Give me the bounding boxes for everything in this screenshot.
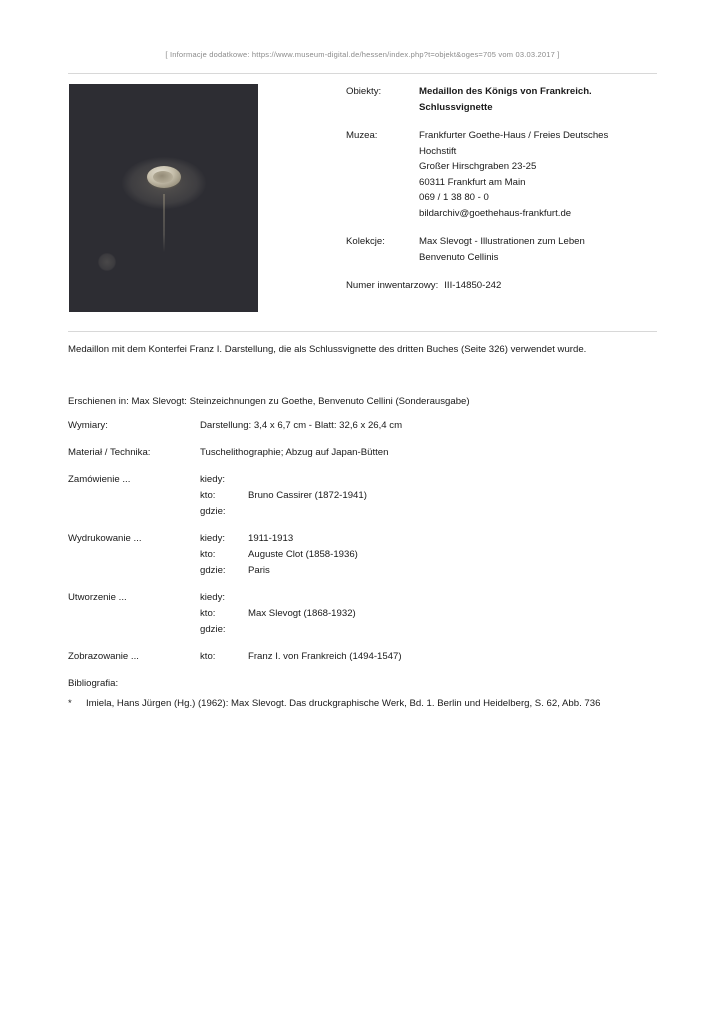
event-row-commission (68, 472, 660, 520)
event-value-where (248, 622, 660, 638)
meta-key-inventory: Numer inwentarzowy: (346, 280, 439, 291)
meta-row-collection (346, 234, 658, 265)
event-line (200, 488, 660, 504)
event-key-when: kiedy: (200, 474, 226, 485)
stem-mark (163, 194, 165, 252)
artwork-image (69, 84, 258, 312)
event-line (200, 563, 660, 579)
bibliography-entry-text: Imiela, Hans Jürgen (Hg.) (1962): Max Slevogt. Das druckgraphische Werk, Bd. 1. Berlin und Heidelberg, S. 62, Abb. 736 (86, 698, 601, 709)
bibliography-heading: Bibliografia: (68, 678, 119, 689)
event-key-who: kto: (200, 549, 216, 560)
event-key-where: gdzie: (200, 624, 226, 635)
event-key-who: kto: (200, 608, 216, 619)
meta-value-collection (419, 234, 658, 265)
divider-top (68, 73, 657, 74)
event-row-printing (68, 531, 660, 579)
event-details-commission (200, 472, 660, 520)
meta-row-museum (346, 128, 658, 221)
object-description: Medaillon mit dem Konterfei Franz I. Darstellung, die als Schlussvignette des dritten Buches (Seite 326) verwendet wurde. (68, 344, 587, 355)
fact-value-material: Tuschelithographie; Abzug auf Japan-Bütten (200, 447, 389, 458)
meta-row-inventory (346, 278, 658, 294)
fact-label-dimensions: Wymiary: (68, 420, 108, 431)
event-line (200, 547, 660, 563)
meta-value-line: Großer Hirschgraben 23-25 (419, 161, 537, 172)
event-value-when (248, 472, 660, 488)
event-key-where: gdzie: (200, 565, 226, 576)
meta-value-line: Schlussvignette (419, 101, 493, 113)
event-line (200, 472, 660, 488)
event-value-when (248, 590, 660, 606)
event-label-printing: Wydrukowanie ... (68, 533, 142, 544)
meta-value-line: Max Slevogt - Illustrationen zum Leben (419, 236, 585, 247)
event-line (200, 649, 660, 665)
blindstamp-mark (98, 253, 116, 271)
event-key-where: gdzie: (200, 506, 226, 517)
meta-value-line: 069 / 1 38 80 - 0 (419, 192, 489, 203)
meta-key-object: Obiekty: (346, 86, 382, 97)
meta-value-line: Frankfurter Goethe-Haus / Freies Deutsches (419, 130, 609, 141)
paper-sheet (76, 91, 251, 305)
event-key-who: kto: (200, 651, 216, 662)
meta-value-object (419, 84, 658, 115)
event-label-commission: Zamówienie ... (68, 474, 131, 485)
event-value-who: Max Slevogt (1868-1932) (248, 608, 356, 619)
event-details-creation (200, 590, 660, 638)
meta-row-object (346, 84, 658, 115)
event-key-when: kiedy: (200, 592, 226, 603)
meta-value-line: Benvenuto Cellinis (419, 251, 499, 263)
meta-key-museum: Muzea: (346, 130, 378, 141)
meta-value-inventory: III-14850-242 (444, 280, 502, 291)
event-value-where (248, 504, 660, 520)
divider-middle (68, 331, 657, 332)
event-row-depicted (68, 649, 660, 665)
event-details-depicted (200, 649, 660, 665)
meta-value-email: bildarchiv@goethehaus-frankfurt.de (419, 207, 572, 219)
bullet-star-icon: * (68, 698, 72, 709)
event-value-where: Paris (248, 565, 270, 576)
event-line (200, 531, 660, 547)
meta-value-line: Medaillon des Königs von Frankreich. (419, 86, 592, 97)
event-line (200, 622, 660, 638)
event-value-who: Franz I. von Frankreich (1494-1547) (248, 651, 402, 662)
object-metadata (346, 84, 658, 294)
event-label-creation: Utworzenie ... (68, 592, 127, 603)
event-value-when: 1911-1913 (248, 533, 294, 544)
published-in-note: Erschienen in: Max Slevogt: Steinzeichnungen zu Goethe, Benvenuto Cellini (Sonderausgabe) (68, 396, 470, 407)
event-line (200, 504, 660, 520)
event-value-who: Bruno Cassirer (1872-1941) (248, 490, 367, 501)
meta-value-line: Hochstift (419, 145, 457, 157)
meta-value-line: 60311 Frankfurt am Main (419, 176, 526, 188)
event-key-when: kiedy: (200, 533, 226, 544)
event-label-depicted: Zobrazowanie ... (68, 651, 139, 662)
source-note: [ Informacje dodatkowe: https://www.museum-digital.de/hessen/index.php?t=objekt&oges=705 vom 03.03.2017 ] (165, 50, 560, 59)
event-line (200, 606, 660, 622)
fact-row-dimensions (68, 418, 660, 434)
medallion-motif (147, 166, 181, 188)
event-row-creation (68, 590, 660, 638)
object-facts (68, 418, 660, 676)
fact-row-material (68, 445, 660, 461)
bibliography-section (68, 676, 688, 712)
event-details-printing (200, 531, 660, 579)
event-value-who: Auguste Clot (1858-1936) (248, 549, 358, 560)
event-line (200, 590, 660, 606)
meta-value-museum (419, 128, 658, 221)
bibliography-item (68, 696, 688, 712)
event-key-who: kto: (200, 490, 216, 501)
meta-key-collection: Kolekcje: (346, 236, 385, 247)
fact-label-material: Materiał / Technika: (68, 447, 151, 458)
fact-value-dimensions: Darstellung: 3,4 x 6,7 cm - Blatt: 32,6 x 26,4 cm (200, 420, 403, 431)
